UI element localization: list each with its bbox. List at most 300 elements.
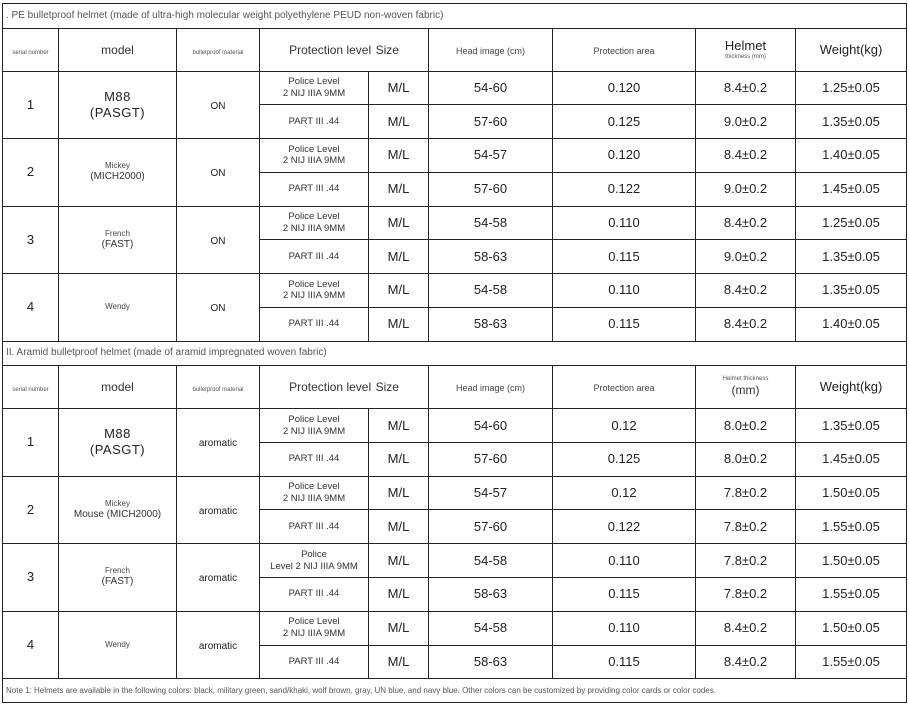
model-cell	[59, 274, 177, 342]
size-value: M/L	[387, 113, 410, 129]
head-value: 54-57	[473, 485, 508, 501]
weight-cell	[796, 577, 907, 611]
head-value: 57-60	[473, 113, 508, 129]
section-title: II. Aramid bulletproof helmet (made of aramid impregnated woven fabric)	[3, 341, 907, 366]
weight-value: 1.50±0.05	[822, 485, 880, 501]
head-cell	[429, 645, 553, 679]
size-value: M/L	[387, 451, 410, 467]
head-cell	[429, 611, 553, 645]
material-value: aromatic	[198, 641, 238, 653]
material-cell	[177, 274, 260, 342]
area-value: 0.122	[607, 518, 641, 534]
model-name: Wendy	[105, 302, 130, 312]
protection-cell	[260, 240, 369, 274]
serial-cell	[3, 544, 59, 612]
header-area-label: Protection area	[593, 383, 655, 394]
weight-value: 1.50±0.05	[822, 620, 880, 636]
protection-standard: 2 NIJ IIIA 9MM	[282, 222, 346, 234]
thickness-cell	[696, 409, 796, 443]
size-cell	[369, 442, 429, 476]
thickness-value: 8.4±0.2	[723, 79, 768, 95]
area-value: 0.110	[608, 620, 640, 636]
header-model-label: model	[101, 42, 134, 57]
size-cell	[369, 510, 429, 544]
thickness-cell	[696, 577, 796, 611]
header-model-label: model	[101, 380, 134, 395]
footnote: Note 1: Helmets are available in the following colors: black, military green, sand/khaki, wolf brown, gray, UN blue, and navy blue. Other colors can be customized by providing color cards or color codes.	[3, 679, 907, 703]
header-head	[429, 28, 553, 71]
area-cell	[553, 510, 696, 544]
header-serial-label: serial number	[12, 49, 49, 56]
protection-cell	[260, 544, 369, 578]
table-row	[3, 544, 907, 578]
protection-cell	[260, 105, 369, 139]
weight-value: 1.55±0.05	[822, 586, 880, 602]
thickness-cell	[696, 476, 796, 510]
model-cell	[59, 611, 177, 679]
model-cell	[59, 206, 177, 274]
section-title-row	[3, 341, 907, 366]
area-cell	[553, 274, 696, 308]
weight-value: 1.55±0.05	[822, 653, 880, 669]
head-value: 58-63	[473, 586, 508, 602]
serial-cell	[3, 611, 59, 679]
protection-cell	[260, 577, 369, 611]
serial-cell	[3, 476, 59, 544]
area-value: 0.125	[607, 451, 641, 467]
weight-value: 1.35±0.05	[822, 113, 880, 129]
size-value: M/L	[387, 79, 410, 95]
weight-cell	[796, 206, 907, 240]
protection-level: Police Level	[288, 143, 340, 155]
header-row	[3, 28, 907, 71]
area-cell	[553, 442, 696, 476]
area-cell	[553, 544, 696, 578]
area-value: 0.115	[608, 586, 640, 602]
size-cell	[369, 105, 429, 139]
protection-level: Police Level	[288, 278, 340, 290]
header-area	[553, 366, 696, 409]
thickness-value: 9.0±0.2	[723, 248, 768, 264]
material-cell	[177, 206, 260, 274]
thickness-cell	[696, 240, 796, 274]
area-value: 0.115	[608, 653, 640, 669]
size-cell	[369, 544, 429, 578]
serial-cell	[3, 206, 59, 274]
weight-value: 1.55±0.05	[822, 518, 880, 534]
serial-cell	[3, 139, 59, 207]
serial-number: 4	[26, 299, 35, 315]
material-cell	[177, 611, 260, 679]
protection-level: PART III .44	[288, 520, 340, 532]
header-weight-label: Weight(kg)	[819, 379, 883, 395]
thickness-value: 8.4±0.2	[723, 282, 768, 298]
table-body	[3, 4, 907, 703]
area-cell	[553, 577, 696, 611]
table-row	[3, 206, 907, 240]
model-variant: (FAST)	[101, 238, 134, 250]
serial-cell	[3, 409, 59, 477]
header-protection-size	[260, 28, 429, 71]
header-protection-label: Protection level	[289, 380, 372, 395]
area-value: 0.115	[608, 248, 640, 264]
size-cell	[369, 274, 429, 308]
area-cell	[553, 611, 696, 645]
size-value: M/L	[387, 316, 410, 332]
size-cell	[369, 240, 429, 274]
header-head	[429, 366, 553, 409]
weight-cell	[796, 71, 907, 105]
helmet-spec-table	[2, 3, 907, 703]
protection-level: PART III .44	[288, 250, 340, 262]
area-cell	[553, 476, 696, 510]
protection-level: PART III .44	[288, 655, 340, 667]
head-cell	[429, 510, 553, 544]
material-value: aromatic	[198, 573, 238, 585]
section-title-row	[3, 4, 907, 29]
protection-level: Police Level	[288, 76, 340, 88]
model-name: Mickey	[105, 498, 130, 508]
thickness-cell	[696, 274, 796, 308]
area-value: 0.125	[607, 113, 641, 129]
head-value: 57-60	[473, 451, 508, 467]
thickness-value: 8.4±0.2	[723, 214, 768, 230]
weight-cell	[796, 274, 907, 308]
size-value: M/L	[387, 214, 410, 230]
protection-level: Police Level	[288, 211, 340, 223]
weight-cell	[796, 409, 907, 443]
protection-cell	[260, 409, 369, 443]
size-cell	[369, 645, 429, 679]
area-value: 0.115	[608, 316, 640, 332]
weight-cell	[796, 510, 907, 544]
head-cell	[429, 577, 553, 611]
size-cell	[369, 172, 429, 206]
model-variant: (FAST)	[101, 576, 134, 588]
weight-value: 1.45±0.05	[822, 181, 880, 197]
header-size-label: Size	[375, 380, 399, 395]
head-value: 58-63	[473, 316, 508, 332]
area-cell	[553, 105, 696, 139]
header-model	[59, 366, 177, 409]
head-value: 54-58	[473, 282, 508, 298]
head-cell	[429, 274, 553, 308]
header-head-label: Head image (cm)	[455, 383, 526, 394]
protection-standard: 2 NIJ IIIA 9MM	[282, 87, 346, 99]
size-cell	[369, 139, 429, 173]
area-cell	[553, 409, 696, 443]
header-protection-size	[260, 366, 429, 409]
thickness-value: 8.0±0.2	[723, 451, 768, 467]
header-serial	[3, 366, 59, 409]
head-cell	[429, 544, 553, 578]
header-area	[553, 28, 696, 71]
area-cell	[553, 240, 696, 274]
thickness-cell	[696, 139, 796, 173]
header-serial-label: serial number	[12, 387, 49, 394]
header-weight	[796, 366, 907, 409]
weight-value: 1.35±0.05	[822, 417, 880, 433]
thickness-value: 8.4±0.2	[723, 620, 768, 636]
header-weight	[796, 28, 907, 71]
head-value: 54-58	[473, 552, 508, 568]
size-cell	[369, 307, 429, 341]
protection-cell	[260, 71, 369, 105]
thickness-cell	[696, 307, 796, 341]
area-value: 0.12	[611, 485, 637, 501]
size-value: M/L	[387, 552, 410, 568]
model-name: Mickey	[105, 161, 130, 171]
model-name: M88	[104, 88, 131, 104]
thickness-value: 9.0±0.2	[723, 181, 768, 197]
head-cell	[429, 409, 553, 443]
table-row	[3, 476, 907, 510]
protection-level: PART III .44	[288, 318, 340, 330]
protection-level: PART III .44	[288, 588, 340, 600]
thickness-cell	[696, 105, 796, 139]
material-cell	[177, 139, 260, 207]
weight-value: 1.50±0.05	[822, 552, 880, 568]
material-value: aromatic	[198, 438, 238, 450]
size-value: M/L	[387, 417, 410, 433]
area-value: 0.122	[607, 181, 641, 197]
protection-cell	[260, 139, 369, 173]
thickness-value: 7.8±0.2	[723, 518, 768, 534]
header-area-label: Protection area	[593, 45, 655, 56]
size-value: M/L	[387, 586, 410, 602]
protection-cell	[260, 476, 369, 510]
size-value: M/L	[387, 282, 410, 298]
table-row	[3, 274, 907, 308]
protection-cell	[260, 645, 369, 679]
material-value: ON	[210, 235, 226, 247]
area-cell	[553, 645, 696, 679]
protection-level: Police Level	[288, 481, 340, 493]
header-material-label: bulletproof material	[192, 387, 244, 394]
material-value: aromatic	[198, 505, 238, 517]
size-cell	[369, 476, 429, 510]
weight-value: 1.35±0.05	[822, 282, 880, 298]
model-variant: (PASGT)	[89, 442, 146, 458]
header-serial	[3, 28, 59, 71]
serial-cell	[3, 274, 59, 342]
weight-value: 1.40±0.05	[822, 147, 880, 163]
thickness-cell	[696, 206, 796, 240]
area-cell	[553, 206, 696, 240]
size-cell	[369, 611, 429, 645]
size-value: M/L	[387, 248, 410, 264]
weight-cell	[796, 544, 907, 578]
thickness-cell	[696, 71, 796, 105]
header-size-label: Size	[375, 42, 399, 57]
thickness-value: 8.4±0.2	[723, 653, 768, 669]
weight-value: 1.25±0.05	[822, 79, 880, 95]
model-name: M88	[104, 426, 131, 442]
header-row	[3, 366, 907, 409]
header-thickness-unit: thickness (mm)	[725, 53, 766, 60]
header-thickness-unit: (mm)	[731, 383, 760, 398]
protection-level: PART III .44	[288, 453, 340, 465]
head-cell	[429, 206, 553, 240]
head-value: 54-57	[473, 147, 508, 163]
protection-cell	[260, 307, 369, 341]
header-thickness	[696, 366, 796, 409]
protection-standard: 2 NIJ IIIA 9MM	[282, 628, 346, 640]
model-cell	[59, 409, 177, 477]
thickness-cell	[696, 611, 796, 645]
protection-cell	[260, 442, 369, 476]
thickness-cell	[696, 544, 796, 578]
weight-cell	[796, 611, 907, 645]
material-cell	[177, 544, 260, 612]
material-value: ON	[210, 303, 226, 315]
area-value: 0.12	[611, 417, 637, 433]
table-row	[3, 611, 907, 645]
protection-cell	[260, 206, 369, 240]
weight-value: 1.45±0.05	[822, 451, 880, 467]
weight-cell	[796, 476, 907, 510]
head-cell	[429, 240, 553, 274]
thickness-cell	[696, 172, 796, 206]
area-cell	[553, 139, 696, 173]
serial-number: 3	[26, 569, 35, 585]
weight-cell	[796, 442, 907, 476]
size-cell	[369, 206, 429, 240]
area-cell	[553, 172, 696, 206]
thickness-value: 8.4±0.2	[723, 316, 768, 332]
protection-standard: 2 NIJ IIIA 9MM	[282, 155, 346, 167]
protection-standard: 2 NIJ IIIA 9MM	[282, 290, 346, 302]
model-name: French	[105, 228, 130, 238]
weight-cell	[796, 240, 907, 274]
weight-cell	[796, 105, 907, 139]
serial-number: 1	[26, 434, 35, 450]
protection-standard: Level 2 NIJ IIIA 9MM	[270, 560, 358, 572]
area-cell	[553, 307, 696, 341]
header-thickness	[696, 28, 796, 71]
area-value: 0.120	[607, 79, 641, 95]
size-cell	[369, 577, 429, 611]
header-head-label: Head image (cm)	[455, 45, 526, 56]
table-row	[3, 139, 907, 173]
head-value: 58-63	[473, 248, 508, 264]
serial-number: 2	[26, 501, 35, 517]
size-value: M/L	[387, 147, 410, 163]
protection-standard: 2 NIJ IIIA 9MM	[282, 493, 346, 505]
thickness-value: 7.8±0.2	[723, 485, 768, 501]
weight-cell	[796, 139, 907, 173]
head-value: 57-60	[473, 518, 508, 534]
header-material	[177, 28, 260, 71]
section-title: . PE bulletproof helmet (made of ultra-high molecular weight polyethylene PEUD non-woven fabric)	[3, 4, 907, 29]
serial-number: 4	[26, 637, 35, 653]
size-value: M/L	[387, 181, 410, 197]
model-name: French	[105, 566, 130, 576]
head-cell	[429, 105, 553, 139]
thickness-cell	[696, 442, 796, 476]
head-value: 57-60	[473, 181, 508, 197]
area-value: 0.110	[608, 214, 640, 230]
area-value: 0.110	[608, 282, 640, 298]
header-weight-label: Weight(kg)	[819, 41, 883, 57]
material-value: ON	[210, 168, 226, 180]
head-cell	[429, 442, 553, 476]
thickness-cell	[696, 510, 796, 544]
note-row	[3, 679, 907, 703]
weight-value: 1.25±0.05	[822, 214, 880, 230]
head-value: 54-60	[473, 79, 508, 95]
thickness-value: 7.8±0.2	[723, 586, 768, 602]
area-value: 0.110	[608, 552, 640, 568]
head-cell	[429, 172, 553, 206]
size-cell	[369, 71, 429, 105]
thickness-value: 8.4±0.2	[723, 147, 768, 163]
model-cell	[59, 71, 177, 139]
protection-level: PART III .44	[288, 115, 340, 127]
head-cell	[429, 71, 553, 105]
weight-value: 1.35±0.05	[822, 248, 880, 264]
table-row	[3, 71, 907, 105]
serial-number: 1	[26, 96, 35, 112]
model-name: Wendy	[105, 640, 130, 650]
model-cell	[59, 544, 177, 612]
material-cell	[177, 71, 260, 139]
header-thickness-label: Helmet thickness	[722, 375, 769, 382]
header-model	[59, 28, 177, 71]
head-cell	[429, 139, 553, 173]
area-value: 0.120	[607, 147, 641, 163]
head-value: 58-63	[473, 653, 508, 669]
material-cell	[177, 409, 260, 477]
area-cell	[553, 71, 696, 105]
protection-cell	[260, 172, 369, 206]
protection-cell	[260, 274, 369, 308]
weight-cell	[796, 307, 907, 341]
protection-level: Police Level	[288, 616, 340, 628]
protection-standard: 2 NIJ IIIA 9MM	[282, 425, 346, 437]
head-cell	[429, 476, 553, 510]
header-material-label: bulletproof material	[192, 49, 244, 56]
head-value: 54-58	[473, 620, 508, 636]
weight-value: 1.40±0.05	[822, 316, 880, 332]
model-cell	[59, 139, 177, 207]
model-variant: (PASGT)	[89, 104, 146, 120]
protection-cell	[260, 611, 369, 645]
model-variant: (MICH2000)	[90, 171, 145, 183]
head-value: 54-58	[473, 214, 508, 230]
header-thickness-label: Helmet	[724, 37, 767, 53]
model-cell	[59, 476, 177, 544]
material-value: ON	[210, 100, 226, 112]
header-material	[177, 366, 260, 409]
size-cell	[369, 409, 429, 443]
serial-cell	[3, 71, 59, 139]
thickness-cell	[696, 645, 796, 679]
protection-level: Police	[301, 548, 327, 560]
weight-cell	[796, 645, 907, 679]
model-variant: Mouse (MICH2000)	[73, 508, 162, 520]
protection-level: PART III .44	[288, 183, 340, 195]
table-row	[3, 409, 907, 443]
serial-number: 2	[26, 164, 35, 180]
size-value: M/L	[387, 620, 410, 636]
thickness-value: 9.0±0.2	[723, 113, 768, 129]
size-value: M/L	[387, 653, 410, 669]
header-protection-label: Protection level	[289, 42, 372, 57]
thickness-value: 7.8±0.2	[723, 552, 768, 568]
protection-cell	[260, 510, 369, 544]
material-cell	[177, 476, 260, 544]
